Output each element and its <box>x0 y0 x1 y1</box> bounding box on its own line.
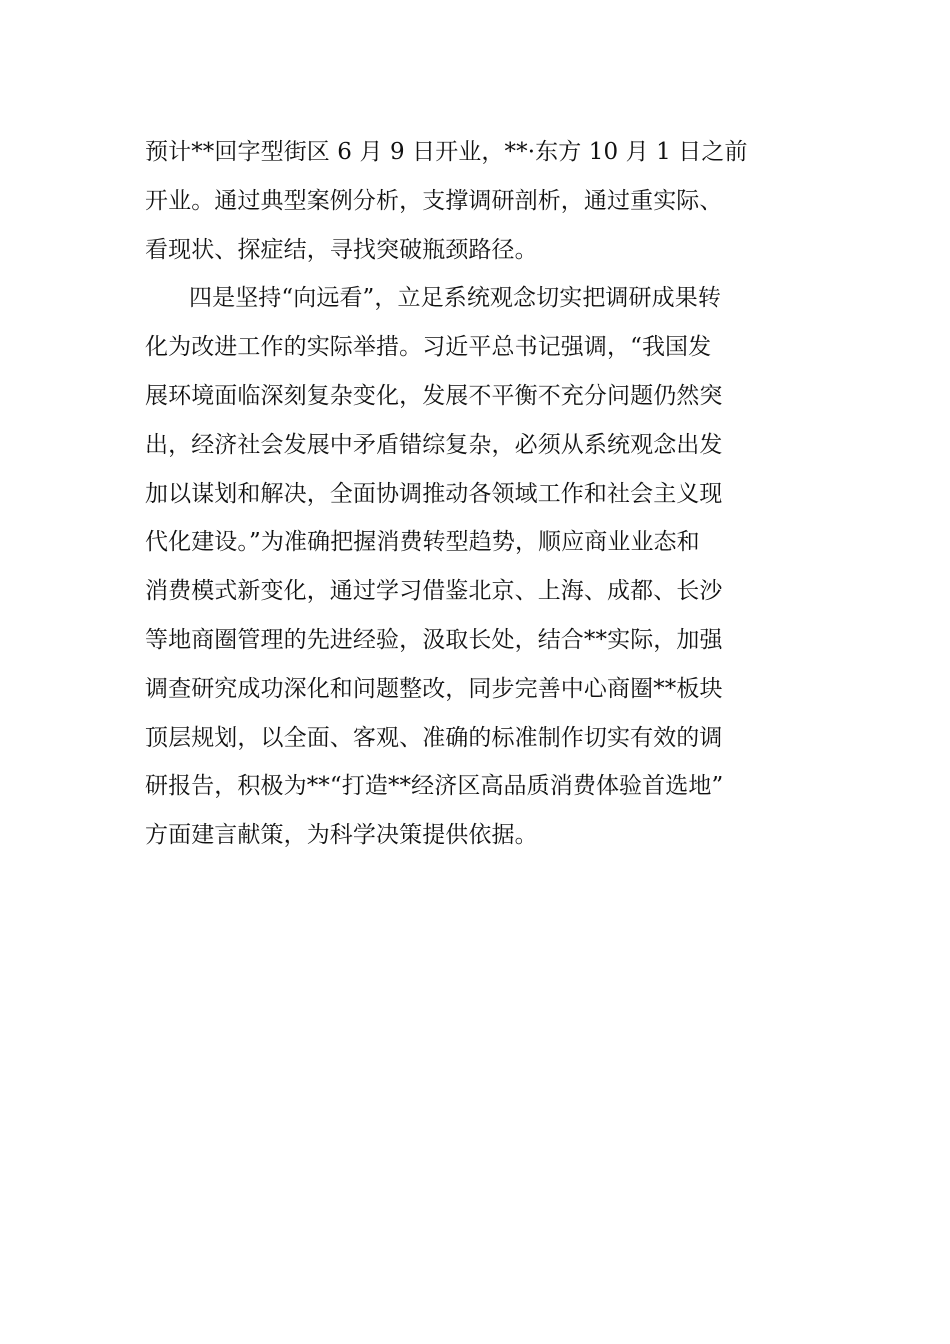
document-body <box>145 128 809 860</box>
text-line: 展环境面临深刻复杂变化，发展不平衡不充分问题仍然突 <box>145 382 723 409</box>
text-line: 化为改进工作的实际举措。习近平总书记强调，“我国发 <box>145 334 712 361</box>
text-line: 预计**回字型街区 6 月 9 日开业，**·东方 10 月 1 日之前 <box>145 139 748 165</box>
text-line: 出，经济社会发展中矛盾错综复杂，必须从系统观念出发 <box>145 431 723 458</box>
text-line: 开业。通过典型案例分析，支撑调研剖析，通过重实际、 <box>145 187 723 214</box>
text-line: 代化建设。”为准确把握消费转型趋势，顺应商业业态和 <box>145 529 700 556</box>
text-line: 顶层规划，以全面、客观、准确的标准制作切实有效的调 <box>145 724 723 751</box>
text-line: 调查研究成功深化和问题整改，同步完善中心商圈**板块 <box>145 675 723 702</box>
text-line: 等地商圈管理的先进经验，汲取长处，结合**实际，加强 <box>145 626 723 653</box>
text-line: 方面建言献策，为科学决策提供依据。 <box>145 822 538 849</box>
text-line: 看现状、探症结，寻找突破瓶颈路径。 <box>145 236 538 263</box>
text-line: 消费模式新变化，通过学习借鉴北京、上海、成都、长沙 <box>145 578 723 605</box>
paragraph-first-line: 四是坚持“向远看”，立足系统观念切实把调研成果转 <box>189 285 721 312</box>
text-line: 研报告，积极为**“打造**经济区高品质消费体验首选地” <box>145 773 724 800</box>
text-line: 加以谋划和解决，全面协调推动各领域工作和社会主义现 <box>145 480 723 507</box>
